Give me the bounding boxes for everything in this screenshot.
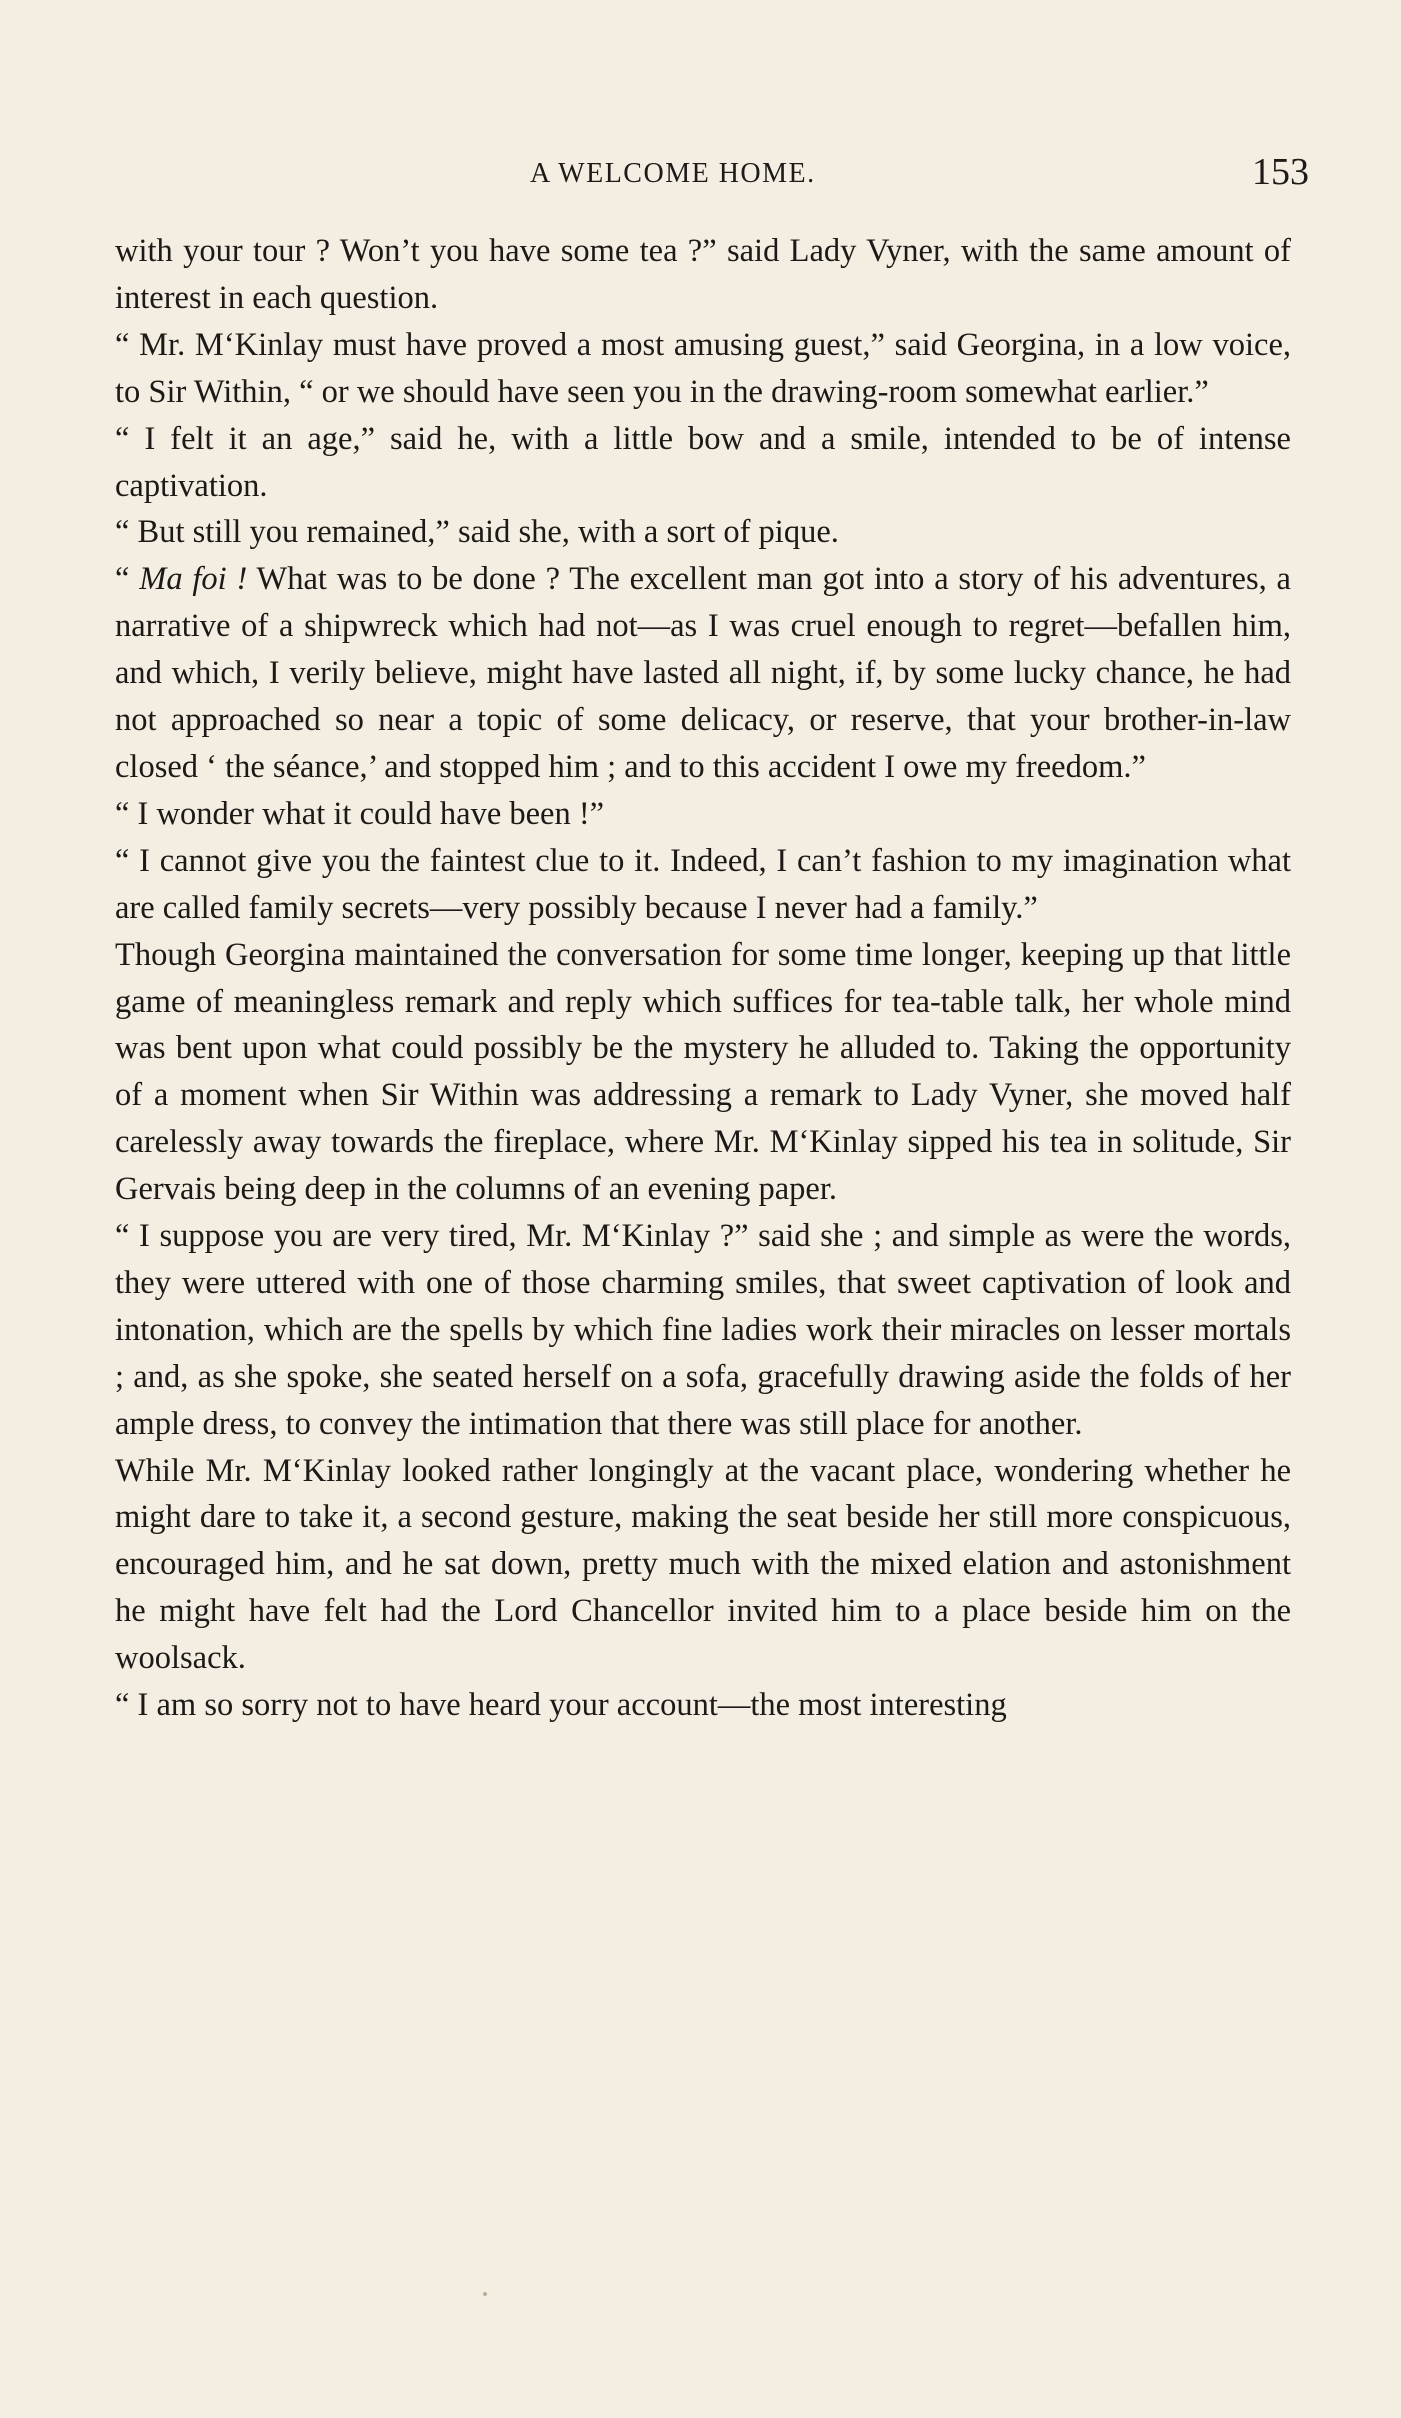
page-number: 153 <box>1252 151 1309 193</box>
paragraph: “ Mr. M‘Kinlay must have proved a most amusing guest,” said Georgina, in a low voice, to Sir Within, “ or we should have seen you in the drawing-room somewhat earlier.” <box>115 326 1291 410</box>
paragraph: “ But still you remained,” said she, with a sort of pique. <box>115 514 839 551</box>
paragraph: “ I am so sorry not to have heard your account—the most interesting <box>115 1687 1007 1724</box>
paragraph: with your tour ? Won’t you have some tea ?” said Lady Vyner, with the same amount of interest in each question. <box>115 233 1291 316</box>
paragraph <box>115 556 1291 791</box>
running-title: A WELCOME HOME. <box>530 158 816 189</box>
running-head <box>0 150 1401 200</box>
paragraph: While Mr. M‘Kinlay looked rather longingly at the vacant place, wondering whether he might dare to take it, a second gesture, making the seat beside her still more conspicuous, encouraged him, and he sat down, pretty much with the mixed elation and astonishment he might have felt had the Lord Chancellor invited him to a place beside him on the woolsack. <box>115 1452 1291 1677</box>
body-text <box>115 228 1291 1729</box>
paragraph: “ I suppose you are very tired, Mr. M‘Kinlay ?” said she ; and simple as were the words, they were uttered with one of those charming smiles, that sweet captivation of look and intonation, which are the spells by which fine ladies work their miracles on lesser mortals ; and, as she spoke, she seated herself on a sofa, gracefully drawing aside the folds of her ample dress, to convey the intimation that there was still place for another. <box>115 1218 1291 1442</box>
italic-phrase: Ma foi ! <box>129 561 248 598</box>
opening-quote: “ <box>115 561 130 598</box>
paragraph-text: What was to be done ? The excellent man got into a story of his adventures, a narrative of a shipwreck which had not—as I was cruel enough to regret—befallen him, and which, I verily believe, might have lasted all night, if, by some lucky chance, he had not approached so near a topic of some delicacy, or reserve, that your brother-in-law closed ‘ the séance,’ and stopped him ; and to this accident I owe my freedom.” <box>115 561 1291 785</box>
paragraph: “ I wonder what it could have been !” <box>115 795 605 832</box>
paragraph: “ I felt it an age,” said he, with a little bow and a smile, intended to be of intense captivation. <box>115 420 1291 504</box>
paper-speck <box>483 2292 487 2296</box>
paragraph: “ I cannot give you the faintest clue to it. Indeed, I can’t fashion to my imagination what are called family secrets—very possibly because I never had a family.” <box>115 842 1291 926</box>
paragraph: Though Georgina maintained the conversation for some time longer, keeping up that little game of meaningless remark and reply which suffices for tea-table talk, her whole mind was bent upon what could possibly be the mystery he alluded to. Taking the opportunity of a moment when Sir Within was addressing a remark to Lady Vyner, she moved half carelessly away towards the fireplace, where Mr. M‘Kinlay sipped his tea in solitude, Sir Gervais being deep in the columns of an evening paper. <box>115 936 1291 1208</box>
